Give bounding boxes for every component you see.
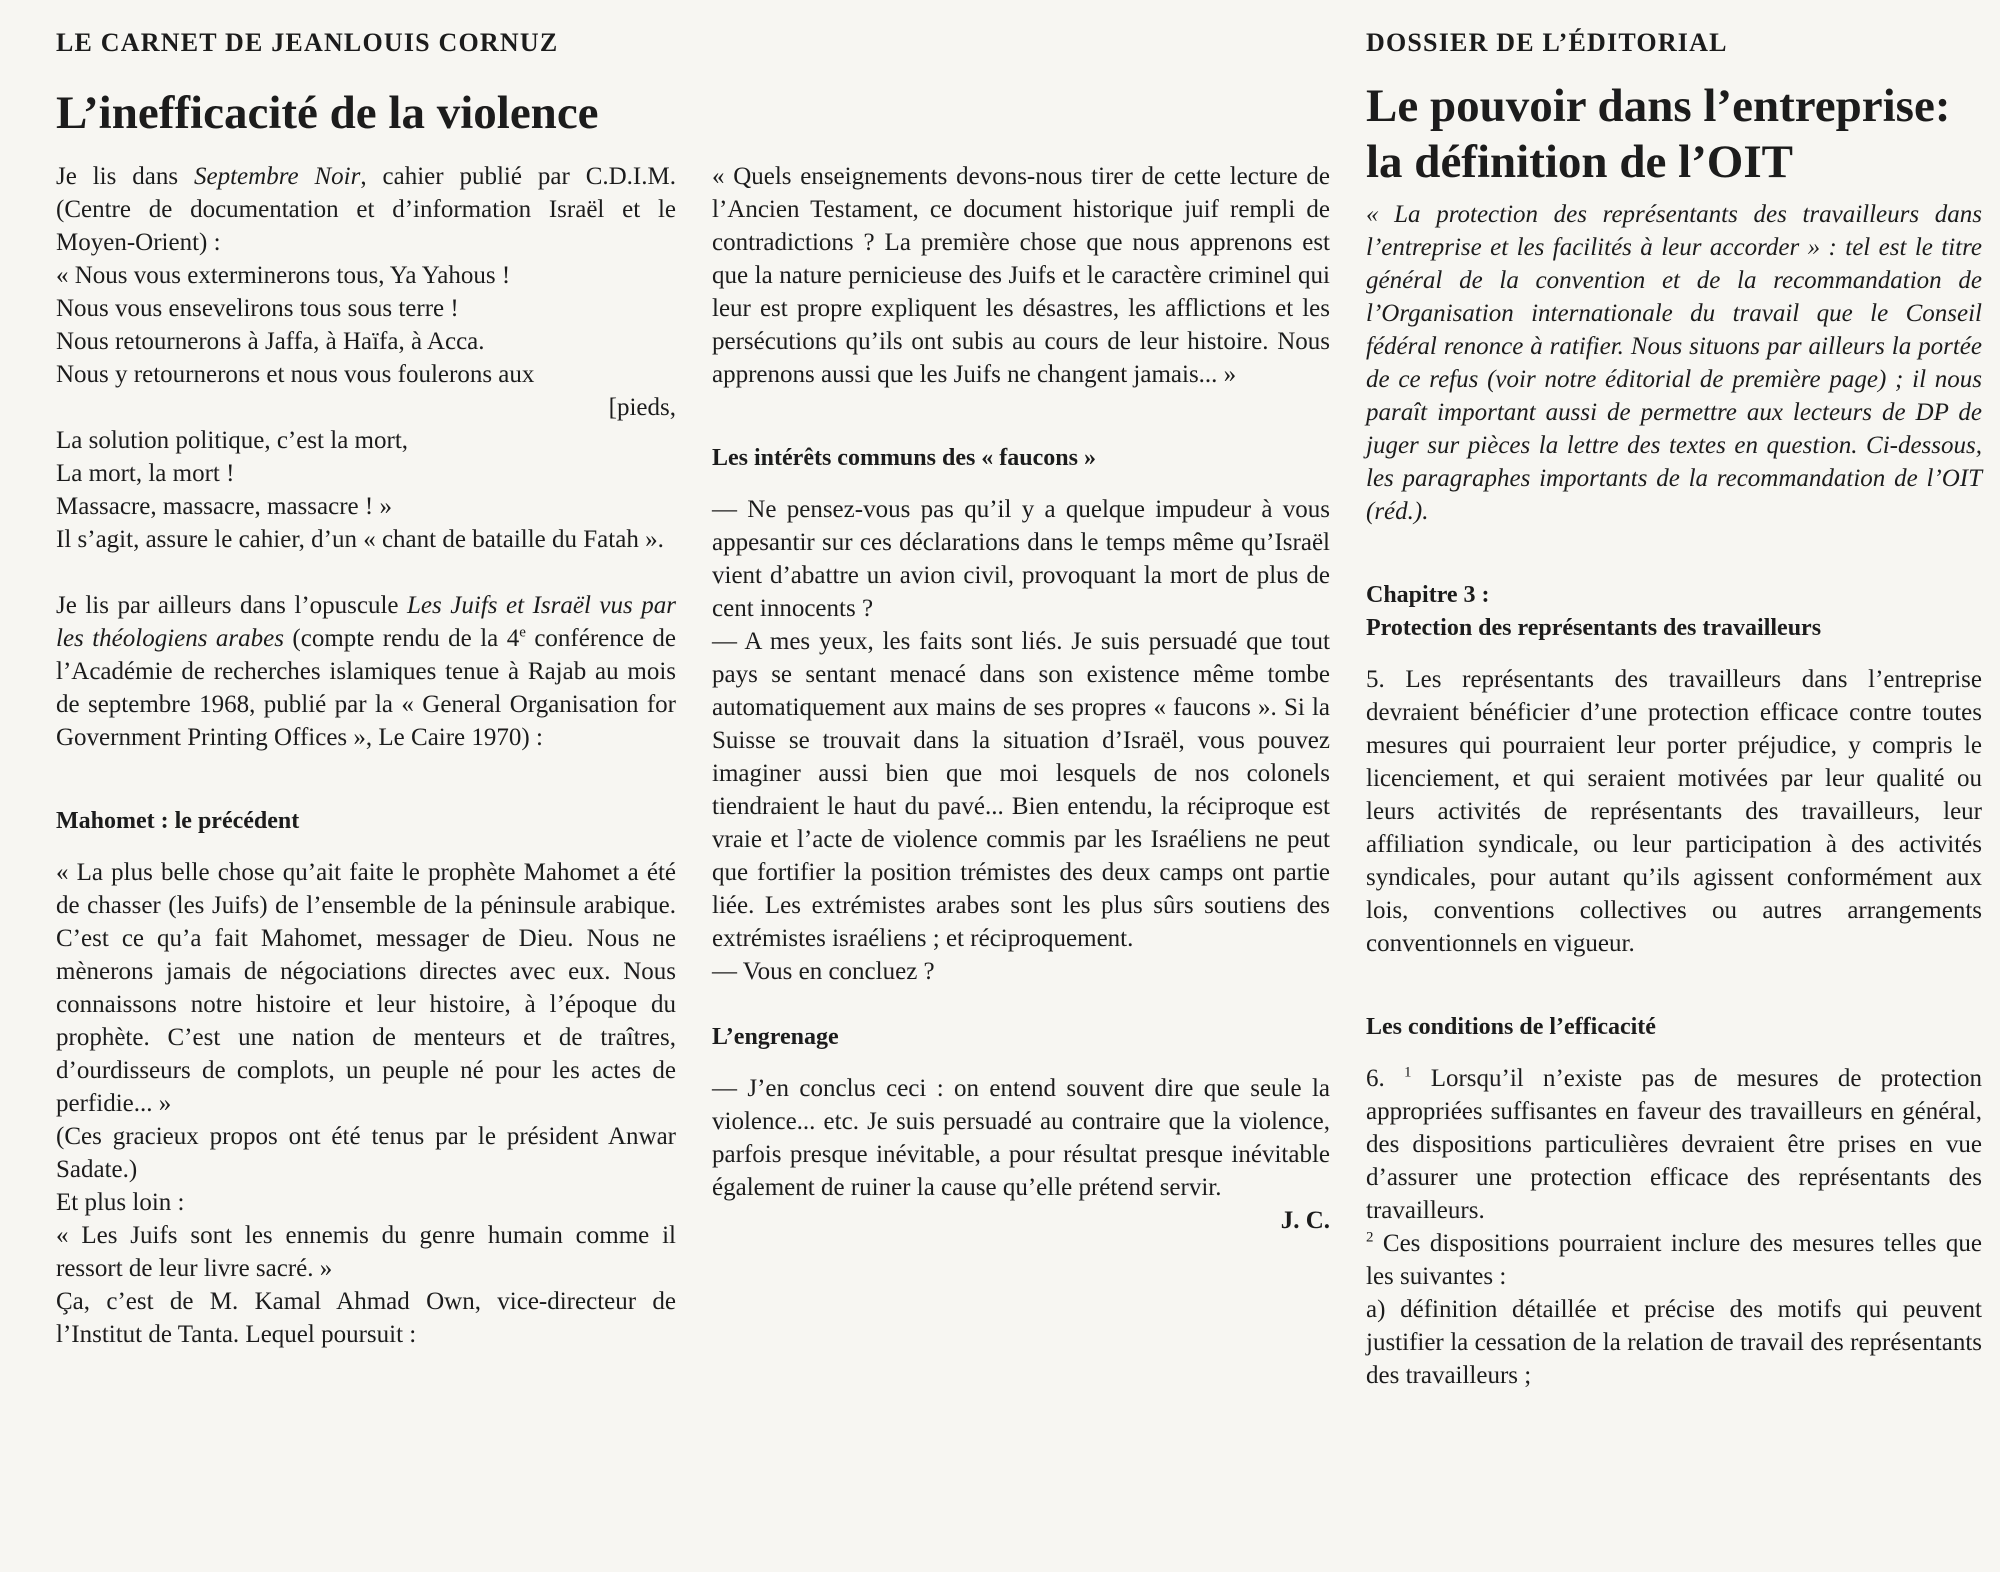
paragraph: — J’en conclus ceci : on entend souvent dire que seule la violence... etc. Je suis persuadé au contraire que la violence, parfois presque inévitable, a pour résultat presque inévitable également de ruiner la cause qu’elle prétend servir. (712, 1075, 1330, 1201)
article-title: Le pouvoir dans l’entreprise: la définition de l’OIT (1366, 80, 1951, 188)
section-heading: Chapitre 3 : (1366, 582, 1490, 608)
paragraph: $^2$ Ces dispositions pourraient inclure des mesures telles que les suivantes : (1366, 1229, 1982, 1290)
paragraph: — A mes yeux, les faits sont liés. Je suis persuadé que tout pays se sentant menacé dans son existence même tombe automatiquement aux mains de ses propres « faucons ». Si la Suisse se trouvait dans la situation d’Israël, vous pouvez imaginer aussi bien que moi lesquels de nos colonels tiendraient le haut du pavé... Bien entendu, la réciproque est vraie et l’acte de violence commis par les Israéliens ne peut que fortifier la position trémistes des deux camps ont partie liée. Les extrémistes arabes sont les plus sûrs soutiens des extrémistes israéliens ; et réciproquement. (712, 628, 1330, 952)
section-heading: Mahomet : le précédent (56, 808, 300, 834)
section-heading: Les intérêts communs des « faucons » (712, 445, 1096, 471)
paragraph: « La plus belle chose qu’ait faite le prophète Mahomet a été de chasser (les Juifs) de l’ensemble de la péninsule arabique. C’est ce qu’a fait Mahomet, messager de Dieu. Nous ne mènerons jamais de négociations directes avec eux. Nous connaissons notre histoire et leur histoire, à l’époque du prophète. C’est une nation de menteurs et de traîtres, d’ourdisseurs de complots, un peuple né pour les actes de perfidie... » (56, 859, 676, 1117)
paragraph: Et plus loin : (56, 1189, 185, 1216)
paragraph: 5. Les représentants des travailleurs dans l’entreprise devraient bénéficier d’une protection efficace contre toutes mesures qui pourraient leur porter préjudice, y compris le licenciement, et qui seraient motivées par leur qualité ou leurs activités de représentants des travailleurs, leur affiliation syndicale, ou leur participation à des activités syndicales, pour autant qu’ils agissent conformément aux lois, conventions collectives ou autres arrangements conventionnels en vigueur. (1366, 666, 1982, 957)
verse-line: Nous vous ensevelirons tous sous terre ! (56, 295, 459, 322)
column-rubric: LE CARNET DE JEANLOUIS CORNUZ (56, 28, 559, 57)
verse-line: Massacre, massacre, massacre ! » (56, 493, 392, 520)
article-body-continued (712, 160, 1330, 1237)
verse-line: Nous retournerons à Jaffa, à Haïfa, à Acca. (56, 328, 485, 355)
article-body (56, 160, 676, 1351)
publication-title: Les Juifs et Israël vus par les théologiens arabes (56, 592, 676, 652)
paragraph: « Les Juifs sont les ennemis du genre humain comme il ressort de leur livre sacré. » (56, 1222, 676, 1282)
paragraph: — Vous en concluez ? (712, 958, 935, 985)
verse-line: Nous y retournerons et nous vous foulerons aux (56, 361, 535, 388)
publication-title: Septembre Noir (194, 163, 361, 190)
author-signature: J. C. (1280, 1207, 1330, 1234)
paragraph: Il s’agit, assure le cahier, d’un « chant de bataille du Fatah ». (56, 526, 664, 553)
paragraph: 6. $^1$ Lorsqu’il n’existe pas de mesures de protection appropriées suffisantes en faveur des travailleurs en général, des dispositions particulières devraient être prises en vue d’assurer une protection efficace des représentants des travailleurs. (1366, 1064, 1983, 1224)
paragraph: Je lis par ailleurs dans l’opuscule Les Juifs et Israël vus par les théologiens arabes (compte rendu de la 4e conférence de l’Académie de recherches islamiques tenue à Rajab au mois de septembre 1968, publié par la « General Organisation for Government Printing Offices », Le Caire 1970) : (56, 592, 676, 751)
paragraph: — Ne pensez-vous pas qu’il y a quelque impudeur à vous appesantir sur ces déclarations dans le temps même qu’Israël vient d’abattre un avion civil, provoquant la mort de plus de cent innocents ? (712, 496, 1330, 622)
column-rubric: DOSSIER DE L’ÉDITORIAL (1366, 28, 1728, 57)
paragraph: Je lis dans Septembre Noir, cahier publié par C.D.I.M. (Centre de documentation et d’information Israël et le Moyen-Orient) : (56, 163, 676, 256)
paragraph: « Quels enseignements devons-nous tirer de cette lecture de l’Ancien Testament, ce document historique juif rempli de contradictions ? La première chose que nous apprenons est que la nature pernicieuse des Juifs et le caractère criminel qui leur est propre expliquent les désastres, les afflictions et les persécutions qu’ils ont subis au cours de leur histoire. Nous apprenons aussi que les Juifs ne changent jamais... » (712, 163, 1330, 388)
verse-line: « Nous vous exterminerons tous, Ya Yahous ! (56, 262, 511, 289)
section-heading: L’engrenage (712, 1024, 839, 1050)
paragraph: (Ces gracieux propos ont été tenus par le président Anwar Sadate.) (56, 1123, 676, 1183)
poem-quote (56, 259, 676, 523)
verse-line: La mort, la mort ! (56, 460, 235, 487)
lead-paragraph: « La protection des représentants des travailleurs dans l’entreprise et les facilités à leur accorder » : tel est le titre général de la convention et de la recommandation de l’Organisation internationale du travail que le Conseil fédéral renonce à ratifier. Nous situons par ailleurs la portée de ce refus (voir notre éditorial de première page) ; il nous paraît important aussi de permettre aux lecteurs de DP de juger sur pièces la lettre des textes en question. Ci-dessous, les paragraphes importants de la recommandation de l’OIT (réd.). (1366, 201, 1982, 525)
paragraph: a) définition détaillée et précise des motifs qui peuvent justifier la cessation de la relation de travail des représentants des travailleurs ; (1366, 1296, 1982, 1389)
section-heading: Les conditions de l’efficacité (1366, 1014, 1656, 1040)
section-heading: Protection des représentants des travailleurs (1366, 615, 1822, 641)
paragraph: Ça, c’est de M. Kamal Ahmad Own, vice-directeur de l’Institut de Tanta. Lequel poursuit : (56, 1288, 676, 1348)
article-body (1366, 198, 1982, 1392)
article-title: L’inefficacité de la violence (56, 87, 599, 139)
verse-line: [pieds, (608, 394, 676, 421)
verse-line: La solution politique, c’est la mort, (56, 427, 409, 454)
